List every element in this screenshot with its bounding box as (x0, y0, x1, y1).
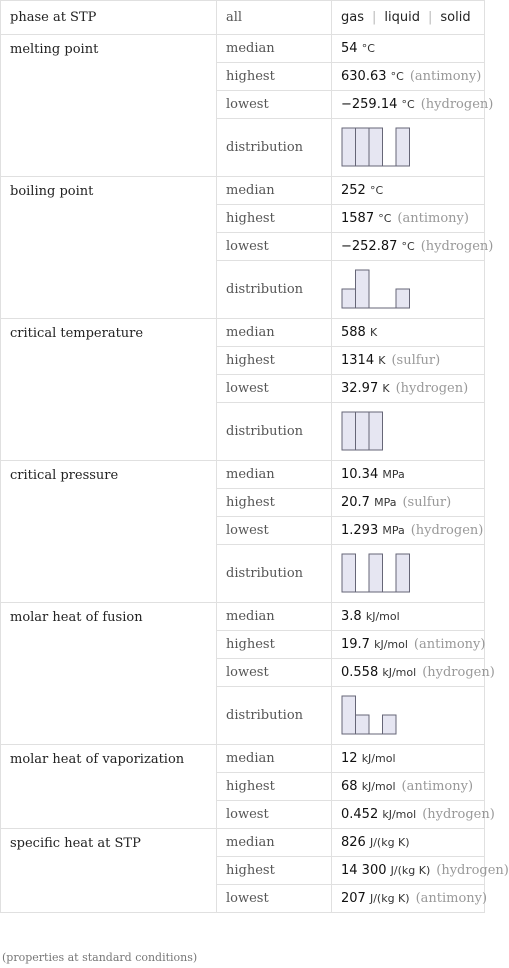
stat-unit: kJ/mol (365, 610, 400, 623)
distribution-histogram (341, 127, 413, 169)
stat-label: highest (217, 773, 332, 801)
stat-value-cell (332, 177, 485, 205)
stat-note: (antimony) (397, 211, 469, 226)
stat-value: 207 (341, 891, 366, 906)
stat-value-cell (332, 91, 494, 119)
histogram-bar (396, 554, 410, 592)
distribution-cell (332, 119, 485, 177)
property-name: boiling point (1, 177, 217, 319)
stat-unit: MPa (374, 496, 397, 509)
stat-value: 588 (341, 325, 366, 340)
stat-label: median (217, 461, 332, 489)
stat-note: (sulfur) (402, 495, 452, 510)
stat-value: 630.63 (341, 69, 387, 84)
stat-value-cell (332, 857, 509, 885)
property-row (1, 177, 485, 205)
stat-value-cell (332, 375, 485, 403)
stat-value: −259.14 (341, 97, 398, 112)
stat-label: median (217, 603, 332, 631)
header-category: all (217, 1, 332, 35)
stat-value: 0.452 (341, 807, 379, 822)
histogram-bar (369, 412, 383, 450)
distribution-cell (332, 545, 485, 603)
stat-label: median (217, 35, 332, 63)
stat-unit: °C (390, 70, 404, 83)
stat-label: lowest (217, 517, 332, 545)
stat-label: highest (217, 205, 332, 233)
stat-unit: °C (401, 240, 415, 253)
stat-value-cell (332, 745, 485, 773)
stat-value: 3.8 (341, 609, 362, 624)
stat-value: 12 (341, 751, 358, 766)
stat-value-cell (332, 603, 485, 631)
stat-value: 1587 (341, 211, 375, 226)
stat-note: (hydrogen) (420, 97, 494, 112)
phase-liquid: liquid (384, 10, 420, 25)
stat-note: (hydrogen) (436, 863, 509, 878)
stat-value: 1.293 (341, 523, 379, 538)
stat-unit: °C (369, 184, 384, 197)
footer-note: (properties at standard conditions) (2, 951, 198, 964)
distribution-label: distribution (217, 261, 332, 319)
stat-value: 54 (341, 41, 358, 56)
stat-label: highest (217, 631, 332, 659)
histogram-bar (342, 128, 356, 166)
stat-value-cell (332, 517, 485, 545)
stat-value: −252.87 (341, 239, 398, 254)
stat-value-cell (332, 829, 485, 857)
stat-value-cell (332, 461, 485, 489)
histogram-bar (342, 696, 356, 734)
stat-note: (antimony) (401, 779, 474, 794)
stat-unit: MPa (382, 468, 405, 481)
stat-value: 68 (341, 779, 358, 794)
distribution-cell (332, 687, 485, 745)
stat-note: (antimony) (409, 69, 482, 84)
stat-value: 0.558 (341, 665, 379, 680)
stat-value: 826 (341, 835, 366, 850)
distribution-label: distribution (217, 545, 332, 603)
property-row (1, 829, 485, 857)
separator: | (372, 10, 377, 25)
stat-unit: kJ/mol (382, 666, 417, 679)
histogram-bar (356, 270, 370, 308)
distribution-label: distribution (217, 687, 332, 745)
stat-unit: K (369, 326, 378, 339)
stat-note: (hydrogen) (410, 523, 484, 538)
histogram-bar (342, 412, 356, 450)
stat-value-cell (332, 631, 485, 659)
stat-value: 10.34 (341, 467, 379, 482)
distribution-histogram (341, 553, 413, 595)
stat-unit: kJ/mol (361, 780, 396, 793)
stat-unit: kJ/mol (382, 808, 417, 821)
stat-value: 32.97 (341, 381, 379, 396)
property-name: molar heat of fusion (1, 603, 217, 745)
histogram-bar (342, 289, 356, 308)
stat-unit: MPa (382, 524, 405, 537)
histogram-bar (356, 128, 370, 166)
property-row (1, 603, 485, 631)
stat-note: (antimony) (415, 891, 488, 906)
stat-label: highest (217, 63, 332, 91)
stat-unit: kJ/mol (374, 638, 408, 651)
stat-unit: °C (361, 42, 375, 55)
stat-label: lowest (217, 375, 332, 403)
stat-label: lowest (217, 659, 332, 687)
stat-value-cell (332, 63, 485, 91)
stat-value-cell (332, 773, 485, 801)
stat-label: lowest (217, 233, 332, 261)
stat-label: median (217, 319, 332, 347)
stat-value: 252 (341, 183, 366, 198)
stat-unit: °C (401, 98, 415, 111)
stat-value-cell (332, 35, 485, 63)
property-name: specific heat at STP (1, 829, 217, 913)
property-row (1, 745, 485, 773)
stat-label: highest (217, 857, 332, 885)
phase-solid: solid (440, 10, 471, 25)
distribution-histogram (341, 269, 413, 311)
stat-unit: K (378, 354, 386, 367)
stat-value-cell (332, 885, 488, 913)
distribution-cell (332, 261, 485, 319)
distribution-histogram (341, 411, 413, 453)
stat-unit: kJ/mol (361, 752, 396, 765)
header-label: phase at STP (1, 1, 217, 35)
stat-label: median (217, 745, 332, 773)
header-row (1, 1, 485, 35)
stat-label: lowest (217, 91, 332, 119)
stat-value-cell (332, 801, 495, 829)
stat-unit: K (382, 382, 390, 395)
stat-value-cell (332, 659, 495, 687)
stat-value: 20.7 (341, 495, 370, 510)
stat-note: (hydrogen) (422, 665, 495, 680)
stat-label: median (217, 177, 332, 205)
stat-value: 14 300 (341, 863, 387, 878)
stat-note: (hydrogen) (422, 807, 495, 822)
histogram-bar (396, 289, 410, 308)
stat-note: (antimony) (413, 637, 486, 652)
histogram-bar (383, 715, 397, 734)
property-name: molar heat of vaporization (1, 745, 217, 829)
stat-unit: J/(kg K) (390, 864, 431, 877)
stat-value-cell (332, 347, 485, 375)
stat-value: 1314 (341, 353, 375, 368)
property-row (1, 461, 485, 489)
phase-list (332, 1, 485, 35)
stat-note: (hydrogen) (395, 381, 469, 396)
stat-value: 19.7 (341, 637, 370, 652)
histogram-bar (369, 554, 383, 592)
stat-value-cell (332, 233, 494, 261)
histogram-bar (396, 128, 410, 166)
histogram-bar (342, 554, 356, 592)
stat-value-cell (332, 319, 485, 347)
property-row (1, 319, 485, 347)
stat-value-cell (332, 489, 485, 517)
property-row (1, 35, 485, 63)
distribution-label: distribution (217, 119, 332, 177)
separator: | (427, 10, 433, 25)
property-name: critical temperature (1, 319, 217, 461)
property-name: critical pressure (1, 461, 217, 603)
stat-label: median (217, 829, 332, 857)
stat-unit: J/(kg K) (369, 836, 410, 849)
property-name: melting point (1, 35, 217, 177)
histogram-bar (356, 412, 370, 450)
histogram-bar (369, 128, 383, 166)
stat-label: highest (217, 489, 332, 517)
stat-unit: °C (378, 212, 392, 225)
stat-label: highest (217, 347, 332, 375)
stat-label: lowest (217, 885, 332, 913)
stat-value-cell (332, 205, 485, 233)
stat-label: lowest (217, 801, 332, 829)
distribution-histogram (341, 695, 413, 737)
distribution-cell (332, 403, 485, 461)
stat-note: (sulfur) (391, 353, 441, 368)
stat-unit: J/(kg K) (369, 892, 410, 905)
distribution-label: distribution (217, 403, 332, 461)
histogram-bar (356, 715, 370, 734)
stat-note: (hydrogen) (420, 239, 494, 254)
phase-gas: gas (341, 10, 364, 25)
